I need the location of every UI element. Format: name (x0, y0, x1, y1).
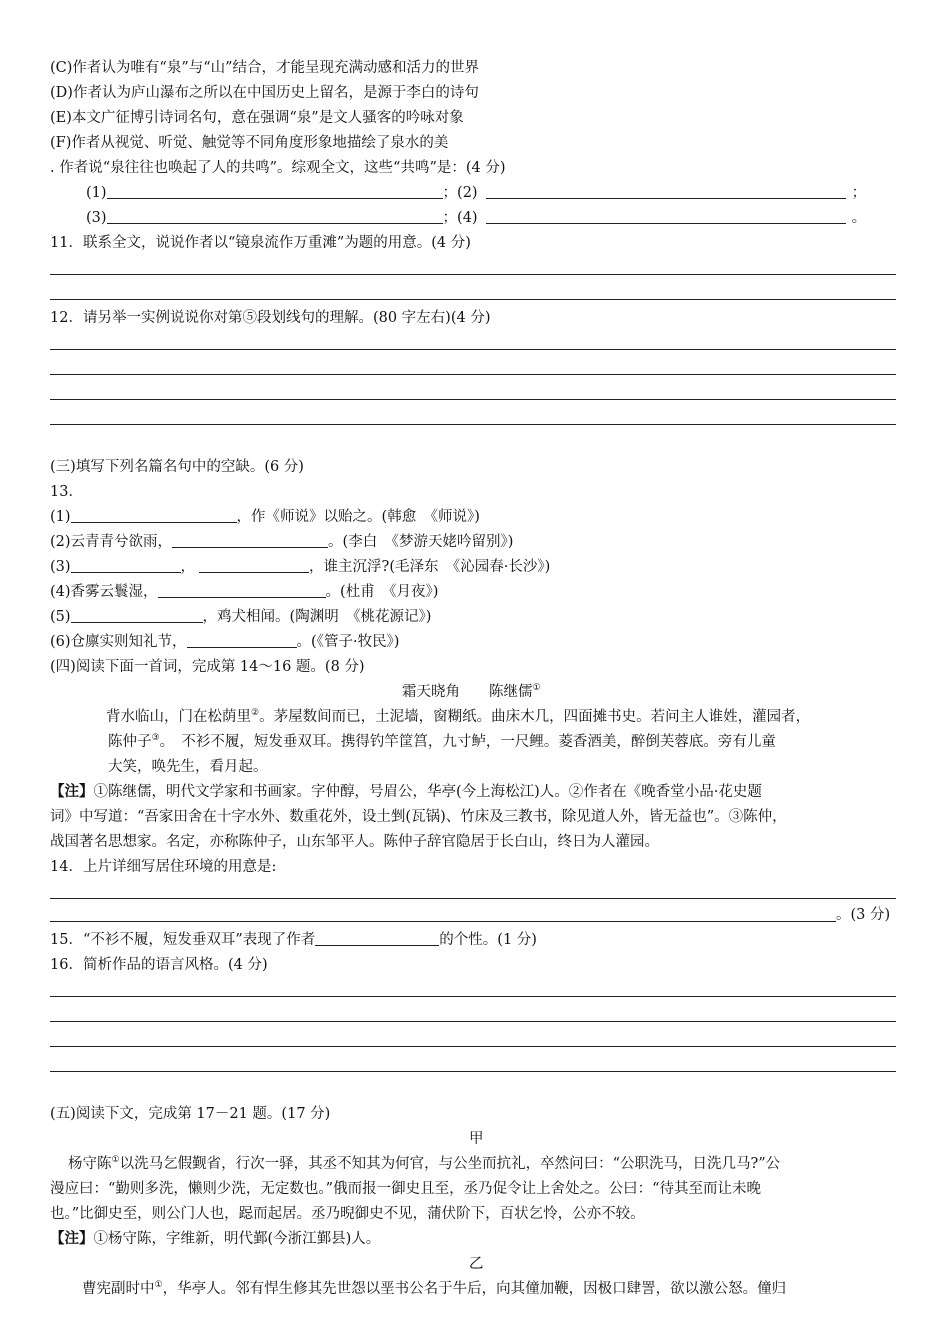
fill-line-4 (50, 582, 438, 602)
item-text: ，鸡犬相闻。(陶渊明 《桃花源记》) (202, 609, 432, 625)
item-text: ，谁主沉浮?(毛泽东 《沁园春·长沙》) (309, 559, 551, 575)
question-12: 12．请另举一实例说说你对第⑤段划线句的理解。(80 字左右)(4 分) (50, 310, 491, 326)
poem-text: 。 不衫不履，短发垂双耳。携得钓竿筐筥，九寸鲈，一尺鲤。菱香酒美，醉倒芙蓉底。旁有儿童 (159, 734, 776, 750)
answer-line[interactable] (50, 349, 896, 350)
question-text: 15．“不衫不履，短发垂双耳”表现了作者 (50, 932, 316, 948)
question-11: 11．联系全文，说说作者以“镜泉流作万重滩”为题的用意。(4 分) (50, 235, 471, 251)
poem-note-1 (50, 782, 762, 802)
option-d: (D)作者认为庐山瀑布之所以在中国历史上留名，是源于李白的诗句 (50, 85, 479, 101)
question-10-row1 (86, 183, 866, 203)
answer-blank[interactable] (199, 558, 309, 573)
blank-label-3: (3) (86, 210, 107, 226)
answer-line[interactable] (50, 921, 836, 922)
note-text: ①陈继儒，明代文学家和书画家。字仲醇，号眉公，华亭(今上海松江)人。②作者在《晚香堂小品·花史题 (93, 784, 762, 800)
passage-text: 以洗马乞假觐省，行次一驿，其丞不知其为何官，与公坐而抗礼，卒然问曰：“公职洗马，日洗几马?”公 (119, 1156, 781, 1172)
item-label: (3) (50, 559, 71, 575)
option-e: (E)本文广征博引诗词名句，意在强调“泉”是文人骚客的吟咏对象 (50, 110, 464, 126)
answer-line[interactable] (50, 299, 896, 300)
poem-text: 。茅屋数间而已，土泥墙，窗糊纸。曲床木几，四面摊书史。若问主人谁姓，灌园者， (259, 709, 811, 725)
answer-line[interactable] (50, 424, 896, 425)
item-text: ，作《师说》以贻之。(韩愈 《师说》) (236, 509, 480, 525)
poem-note-3: 战国著名思想家。名定，亦称陈仲子，山东邹平人。陈仲子辞官隐居于长白山，终日为人灌园。 (50, 834, 659, 850)
fill-line-6 (50, 632, 399, 652)
poem-text: 背水临山，门在松荫里 (106, 709, 251, 725)
passage-a-line-2: 漫应曰：“勤则多洗，懒则少洗，无定数也。”俄而报一御史且至，丞乃促令让上舍处之。公曰：“待其至而让未晚 (50, 1181, 761, 1197)
item-label: (1) (50, 509, 71, 525)
question-13-number: 13． (50, 484, 83, 500)
answer-blank[interactable] (187, 633, 297, 648)
row-end-punct: ； (851, 185, 867, 201)
question-14-score: 。(3 分) (836, 907, 891, 923)
passage-text: ，华亭人。邻有悍生修其先世怨以垩书公名于牛后，向其僮加鞭，因极口肆詈，欲以激公怒。僮归 (162, 1281, 787, 1297)
answer-blank[interactable] (315, 931, 439, 946)
row-end-punct: 。 (851, 210, 867, 226)
answer-blank[interactable] (71, 508, 237, 523)
passage-b-line-1 (82, 1279, 786, 1299)
passage-text: 杨守陈 (68, 1156, 112, 1172)
section-5-heading: (五)阅读下文，完成第 17－21 题。(17 分) (50, 1106, 331, 1122)
fill-line-3 (50, 557, 550, 577)
note-text: ①杨守陈，字维新，明代鄞(今浙江鄞县)人。 (93, 1231, 381, 1247)
answer-line[interactable] (50, 898, 896, 899)
poem-line-3: 大笑，唤先生，看月起。 (108, 759, 268, 775)
item-text: 。(杜甫 《月夜》) (325, 584, 439, 600)
option-f: (F)作者从视觉、听觉、触觉等不同角度形象地描绘了泉水的美 (50, 135, 449, 151)
blank-label-1: (1) (86, 185, 107, 201)
passage-b-title: 乙 (469, 1256, 484, 1272)
item-text: (2)云青青兮欲雨， (50, 534, 173, 550)
item-text: (6)仓廪实则知礼节， (50, 634, 187, 650)
footnote-mark: ① (111, 1155, 120, 1165)
question-16: 16．简析作品的语言风格。(4 分) (50, 957, 268, 973)
question-10-row2 (86, 208, 866, 228)
question-10-stem: . 作者说“泉往往也唤起了人的共鸣”。综观全文，这些“共鸣”是：(4 分) (50, 160, 506, 176)
item-text: 。(李白 《梦游天姥吟留别》) (328, 534, 514, 550)
question-text: 的个性。(1 分) (439, 932, 537, 948)
answer-blank-2[interactable] (486, 184, 846, 199)
section-4-heading: (四)阅读下面一首词，完成第 14～16 题。(8 分) (50, 659, 365, 675)
answer-blank-1[interactable] (107, 184, 443, 199)
footnote-mark: ① (532, 683, 541, 693)
option-c: (C)作者认为唯有“泉”与“山”结合，才能呈现充满动感和活力的世界 (50, 60, 480, 76)
poem-line-2 (108, 732, 776, 752)
item-text: (4)香雾云鬟湿， (50, 584, 158, 600)
blank-label-4: ；(4) (442, 210, 478, 226)
fill-line-5 (50, 607, 431, 627)
fill-line-2 (50, 532, 513, 552)
poem-line-1 (106, 707, 810, 727)
note-label: 【注】 (50, 1230, 94, 1247)
section-3-heading: (三)填写下列名篇名句中的空缺。(6 分) (50, 459, 304, 475)
item-label: (5) (50, 609, 71, 625)
answer-line[interactable] (50, 274, 896, 275)
passage-a-title: 甲 (469, 1131, 484, 1147)
poem-note-2: 词》中写道：“吾家田舍在十字水外、数重花外，设土剉(瓦锅)、竹床及三教书，除见道人外，皆无益也”。③陈仲， (50, 809, 787, 825)
passage-a-note (50, 1229, 380, 1249)
answer-line[interactable] (50, 374, 896, 375)
answer-blank[interactable] (71, 608, 203, 623)
answer-line[interactable] (50, 1046, 896, 1047)
answer-line[interactable] (50, 1021, 896, 1022)
poem-title (402, 682, 541, 702)
question-15 (50, 930, 537, 950)
answer-line[interactable] (50, 1071, 896, 1072)
footnote-mark: ① (154, 1280, 163, 1290)
note-label: 【注】 (50, 783, 94, 800)
answer-line[interactable] (50, 399, 896, 400)
answer-blank[interactable] (158, 583, 326, 598)
answer-blank[interactable] (172, 533, 328, 548)
poem-text: 陈仲子 (108, 734, 152, 750)
footnote-mark: ② (251, 708, 260, 718)
footnote-mark: ③ (151, 733, 160, 743)
passage-a-line-1 (68, 1154, 780, 1174)
answer-blank-4[interactable] (486, 209, 846, 224)
answer-blank[interactable] (71, 558, 181, 573)
fill-line-1 (50, 507, 480, 527)
item-text: ， (180, 559, 196, 575)
item-text: 。(《管子·牧民》) (296, 634, 400, 650)
passage-a-line-3: 也。”比御史至，则公门人也，跽而起居。丞乃晲御史不见，蒲伏阶下，百状乞怜，公亦不较。 (50, 1206, 645, 1222)
poem-title-text: 霜天晓角 陈继儒 (402, 684, 533, 700)
answer-blank-3[interactable] (107, 209, 443, 224)
blank-label-2: ；(2) (442, 185, 478, 201)
question-14: 14．上片详细写居住环境的用意是: (50, 859, 277, 875)
answer-line[interactable] (50, 996, 896, 997)
passage-text: 曹宪副时中 (82, 1281, 155, 1297)
